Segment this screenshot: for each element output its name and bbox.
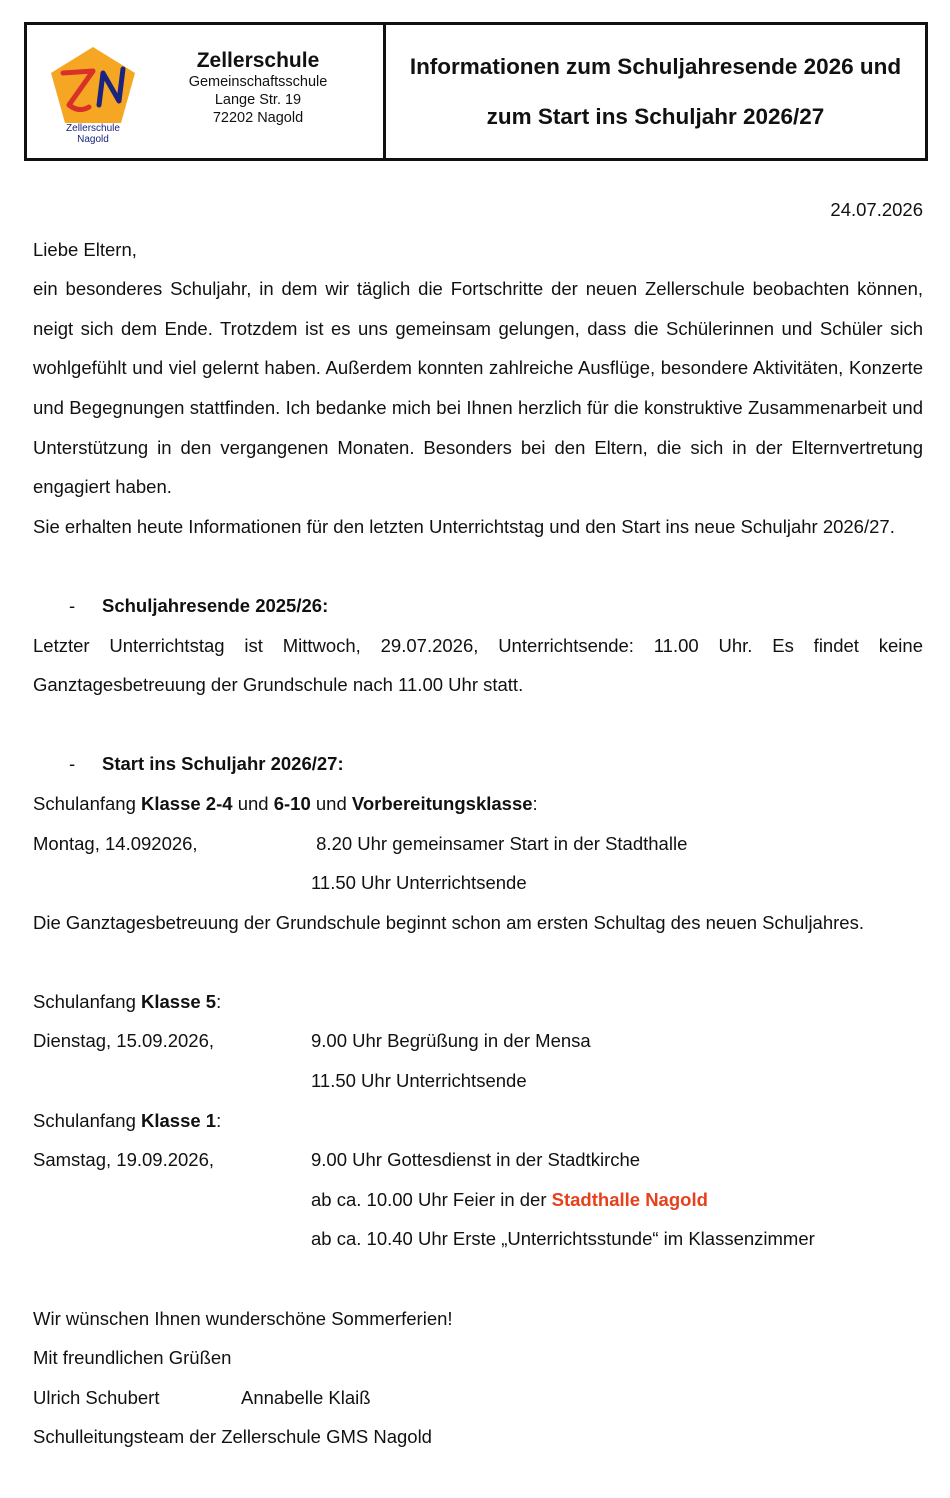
section-heading-new-year [33, 744, 923, 784]
group3-colon: : [216, 1109, 222, 1131]
salutation: Liebe Eltern, [33, 238, 137, 260]
group3-heading [33, 1101, 923, 1141]
spacer [33, 546, 923, 586]
section-heading-year-end [33, 586, 923, 626]
logo-caption-line2: Nagold [77, 134, 109, 145]
logo-caption-line1: Zellerschule [66, 123, 120, 134]
group3-time2-text: ab ca. 10.00 Uhr Feier in der [311, 1188, 552, 1210]
group2-heading [33, 982, 923, 1022]
title-line-2: zum Start ins Schuljahr 2026/27 [486, 103, 825, 129]
letter-body [33, 190, 923, 1457]
closing-team: Schulleitungsteam der Zellerschule GMS Nagold [33, 1426, 432, 1448]
school-street: Lange Str. 19 [214, 92, 302, 108]
group3-day: Samstag, 19.09.2026, [33, 1149, 215, 1171]
info-paragraph: Sie erhalten heute Informationen für den letzten Unterrichtstag und den Start ins neue Schuljahr 2026/27. [33, 515, 895, 537]
school-address [173, 49, 343, 127]
venue-highlight: Stadthalle Nagold [551, 1188, 708, 1210]
group1-classes-a: Klasse 2-4 [141, 792, 233, 814]
section-heading-text: Start ins Schuljahr 2026/27: [102, 753, 344, 775]
group3-time2 [311, 1180, 708, 1220]
group2-prefix: Schulanfang [33, 990, 142, 1012]
title-box [386, 25, 925, 158]
title-line-1: Informationen zum Schuljahresende 2026 und [409, 53, 902, 79]
group3-schedule-row [33, 1140, 923, 1180]
spacer [33, 942, 923, 982]
signatories [33, 1378, 923, 1418]
group2-time2: 11.50 Uhr Unterrichtsende [311, 1070, 527, 1092]
section-heading-text: Schuljahresende 2025/26: [102, 594, 329, 616]
bullet-dash: - [69, 594, 76, 616]
group1-schedule-row [33, 863, 923, 903]
empty-cell [33, 1219, 311, 1259]
signer-2: Annabelle Klaiß [241, 1386, 371, 1408]
year-end-text: Letzter Unterrichtstag ist Mittwoch, 29.07.2026, Unterrichtsende: 11.00 Uhr. Es findet keine Ganztagesbetreuung der Grundschule nach 11.00 Uhr statt. [33, 634, 923, 696]
empty-cell [33, 1061, 311, 1101]
group3-schedule-row [33, 1180, 923, 1220]
group1-classes-c: Vorbereitungsklasse [351, 792, 533, 814]
closing-greeting: Mit freundlichen Grüßen [33, 1347, 232, 1369]
group1-classes-b: 6-10 [273, 792, 311, 814]
group2-time1: 9.00 Uhr Begrüßung in der Mensa [311, 1030, 591, 1052]
school-city: 72202 Nagold [212, 110, 304, 126]
group2-schedule-row [33, 1021, 923, 1061]
bullet-dash: - [69, 753, 76, 775]
group3-class: Klasse 1 [141, 1109, 217, 1131]
group1-and-1: und [232, 792, 274, 814]
letter-date: 24.07.2026 [830, 199, 923, 220]
document-title [400, 42, 911, 142]
group1-day: Montag, 14.092026, [33, 832, 198, 854]
group1-schedule-row [33, 824, 923, 864]
group1-prefix: Schulanfang [33, 792, 142, 814]
group3-time3: ab ca. 10.40 Uhr Erste „Unterrichtsstunde“ im Klassenzimmer [311, 1228, 815, 1250]
group2-class: Klasse 5 [141, 990, 217, 1012]
group1-time2: 11.50 Uhr Unterrichtsende [311, 872, 527, 894]
letterhead [24, 22, 928, 161]
school-info-box [27, 25, 386, 158]
group2-colon: : [216, 990, 222, 1012]
group1-colon: : [532, 792, 538, 814]
school-type: Gemeinschaftsschule [188, 74, 328, 90]
empty-cell [33, 863, 311, 903]
spacer [33, 1259, 923, 1299]
group2-schedule-row [33, 1061, 923, 1101]
logo-caption [53, 123, 133, 145]
group3-schedule-row [33, 1219, 923, 1259]
intro-paragraph: ein besonderes Schuljahr, in dem wir täglich die Fortschritte der neuen Zellerschule beobachten können, neigt sich dem Ende. Trotzdem ist es uns gemeinsam gelungen, dass die Schülerinnen und Schüler sich wohlgefühlt und viel gelernt haben. Außerdem konnten zahlreiche Ausflüge, besondere Aktivitäten, Konzerte und Begegnungen stattfinden. Ich bedanke mich bei Ihnen herzlich für die konstruktive Zusammenarbeit und Unterstützung in den vergangenen Monaten. Besonders bei den Eltern, die sich in der Elternvertretung engagiert haben. [33, 278, 923, 498]
group3-time1: 9.00 Uhr Gottesdienst in der Stadtkirche [311, 1149, 641, 1171]
group1-and-2: und [310, 792, 352, 814]
signer-1: Ulrich Schubert [33, 1386, 160, 1408]
school-name: Zellerschule [196, 49, 320, 72]
empty-cell [33, 1180, 311, 1220]
group2-day: Dienstag, 15.09.2026, [33, 1030, 215, 1052]
group1-heading [33, 784, 923, 824]
group1-note: Die Ganztagesbetreuung der Grundschule beginnt schon am ersten Schultag des neuen Schuljahres. [33, 911, 864, 933]
group3-prefix: Schulanfang [33, 1109, 142, 1131]
group1-time1: 8.20 Uhr gemeinsamer Start in der Stadthalle [311, 832, 688, 854]
spacer [33, 705, 923, 745]
closing-wish: Wir wünschen Ihnen wunderschöne Sommerferien! [33, 1307, 453, 1329]
